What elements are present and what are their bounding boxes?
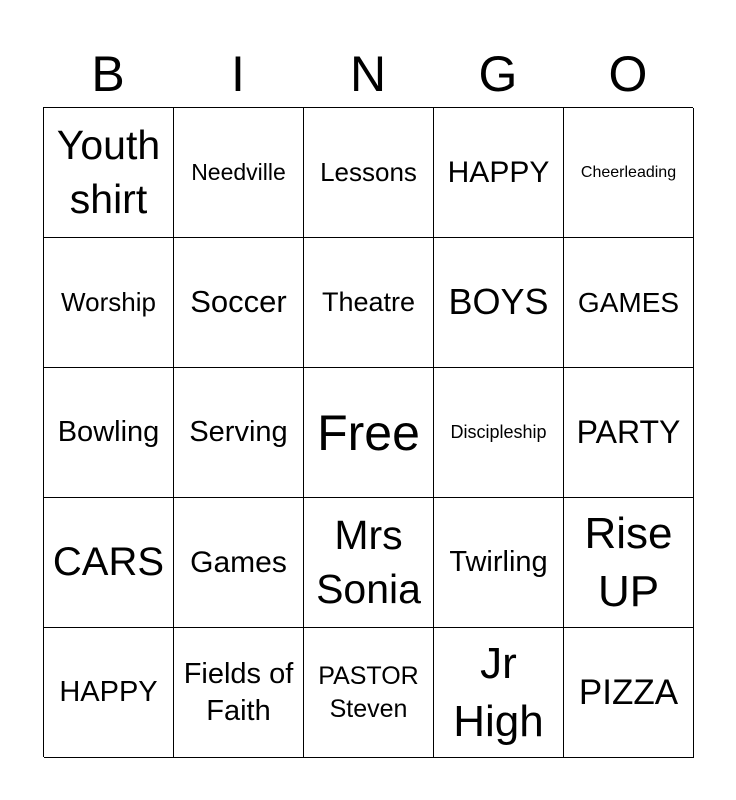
cell-text: Lessons xyxy=(320,156,417,187)
bingo-cell[interactable] xyxy=(174,238,304,368)
cell-text: CARS xyxy=(52,540,165,585)
cell-text: HAPPY xyxy=(447,155,550,189)
cell-text: Needville xyxy=(191,158,286,185)
header-letter-g: G xyxy=(478,46,518,102)
bingo-cell[interactable] xyxy=(44,628,174,758)
bingo-cell[interactable] xyxy=(174,368,304,498)
header-letter-b: B xyxy=(91,46,125,102)
bingo-cell[interactable] xyxy=(434,498,564,628)
bingo-cell[interactable] xyxy=(434,108,564,238)
cell-text: HAPPY xyxy=(59,676,158,709)
bingo-cell[interactable] xyxy=(44,498,174,628)
cell-text: Discipleship xyxy=(450,422,547,443)
bingo-cell[interactable] xyxy=(434,368,564,498)
bingo-cell[interactable] xyxy=(434,628,564,758)
free-space-cell[interactable] xyxy=(304,368,434,498)
cell-text: Twirling xyxy=(449,546,548,579)
cell-text: PIZZA xyxy=(578,672,679,712)
bingo-cell[interactable] xyxy=(564,498,694,628)
bingo-cell[interactable] xyxy=(44,238,174,368)
cell-text: Youth shirt xyxy=(56,122,161,222)
header-letter-o: O xyxy=(608,46,648,102)
cell-text: Jr High xyxy=(453,639,544,746)
cell-text: Cheerleading xyxy=(580,163,677,181)
header-letter-i: I xyxy=(231,46,245,102)
cell-text: Theatre xyxy=(321,287,416,318)
bingo-cell[interactable] xyxy=(44,368,174,498)
cell-text: Games xyxy=(190,545,287,579)
cell-text: Serving xyxy=(189,416,288,449)
bingo-header xyxy=(43,40,693,108)
bingo-cell[interactable] xyxy=(304,628,434,758)
bingo-cell[interactable] xyxy=(304,108,434,238)
cell-text: Free xyxy=(317,404,420,461)
bingo-cell[interactable] xyxy=(564,368,694,498)
cell-text: BOYS xyxy=(448,281,549,323)
bingo-cell[interactable] xyxy=(564,628,694,758)
bingo-cell[interactable] xyxy=(304,238,434,368)
cell-text: Mrs Sonia xyxy=(316,512,421,612)
bingo-cell[interactable] xyxy=(434,238,564,368)
bingo-cell[interactable] xyxy=(564,238,694,368)
cell-text: PARTY xyxy=(576,413,681,450)
cell-text: Fields of Faith xyxy=(183,658,294,727)
cell-text: Soccer xyxy=(190,284,287,320)
bingo-board xyxy=(43,107,693,757)
bingo-cell[interactable] xyxy=(304,498,434,628)
bingo-cell[interactable] xyxy=(174,498,304,628)
cell-text: GAMES xyxy=(577,286,680,318)
cell-text: Bowling xyxy=(57,416,160,449)
bingo-cell[interactable] xyxy=(564,108,694,238)
cell-text: Worship xyxy=(61,286,156,317)
header-letter-n: N xyxy=(349,46,387,102)
bingo-cell[interactable] xyxy=(174,108,304,238)
cell-text: Rise UP xyxy=(584,509,673,616)
bingo-cell[interactable] xyxy=(174,628,304,758)
cell-text: PASTOR Steven xyxy=(318,662,419,723)
bingo-cell[interactable] xyxy=(44,108,174,238)
